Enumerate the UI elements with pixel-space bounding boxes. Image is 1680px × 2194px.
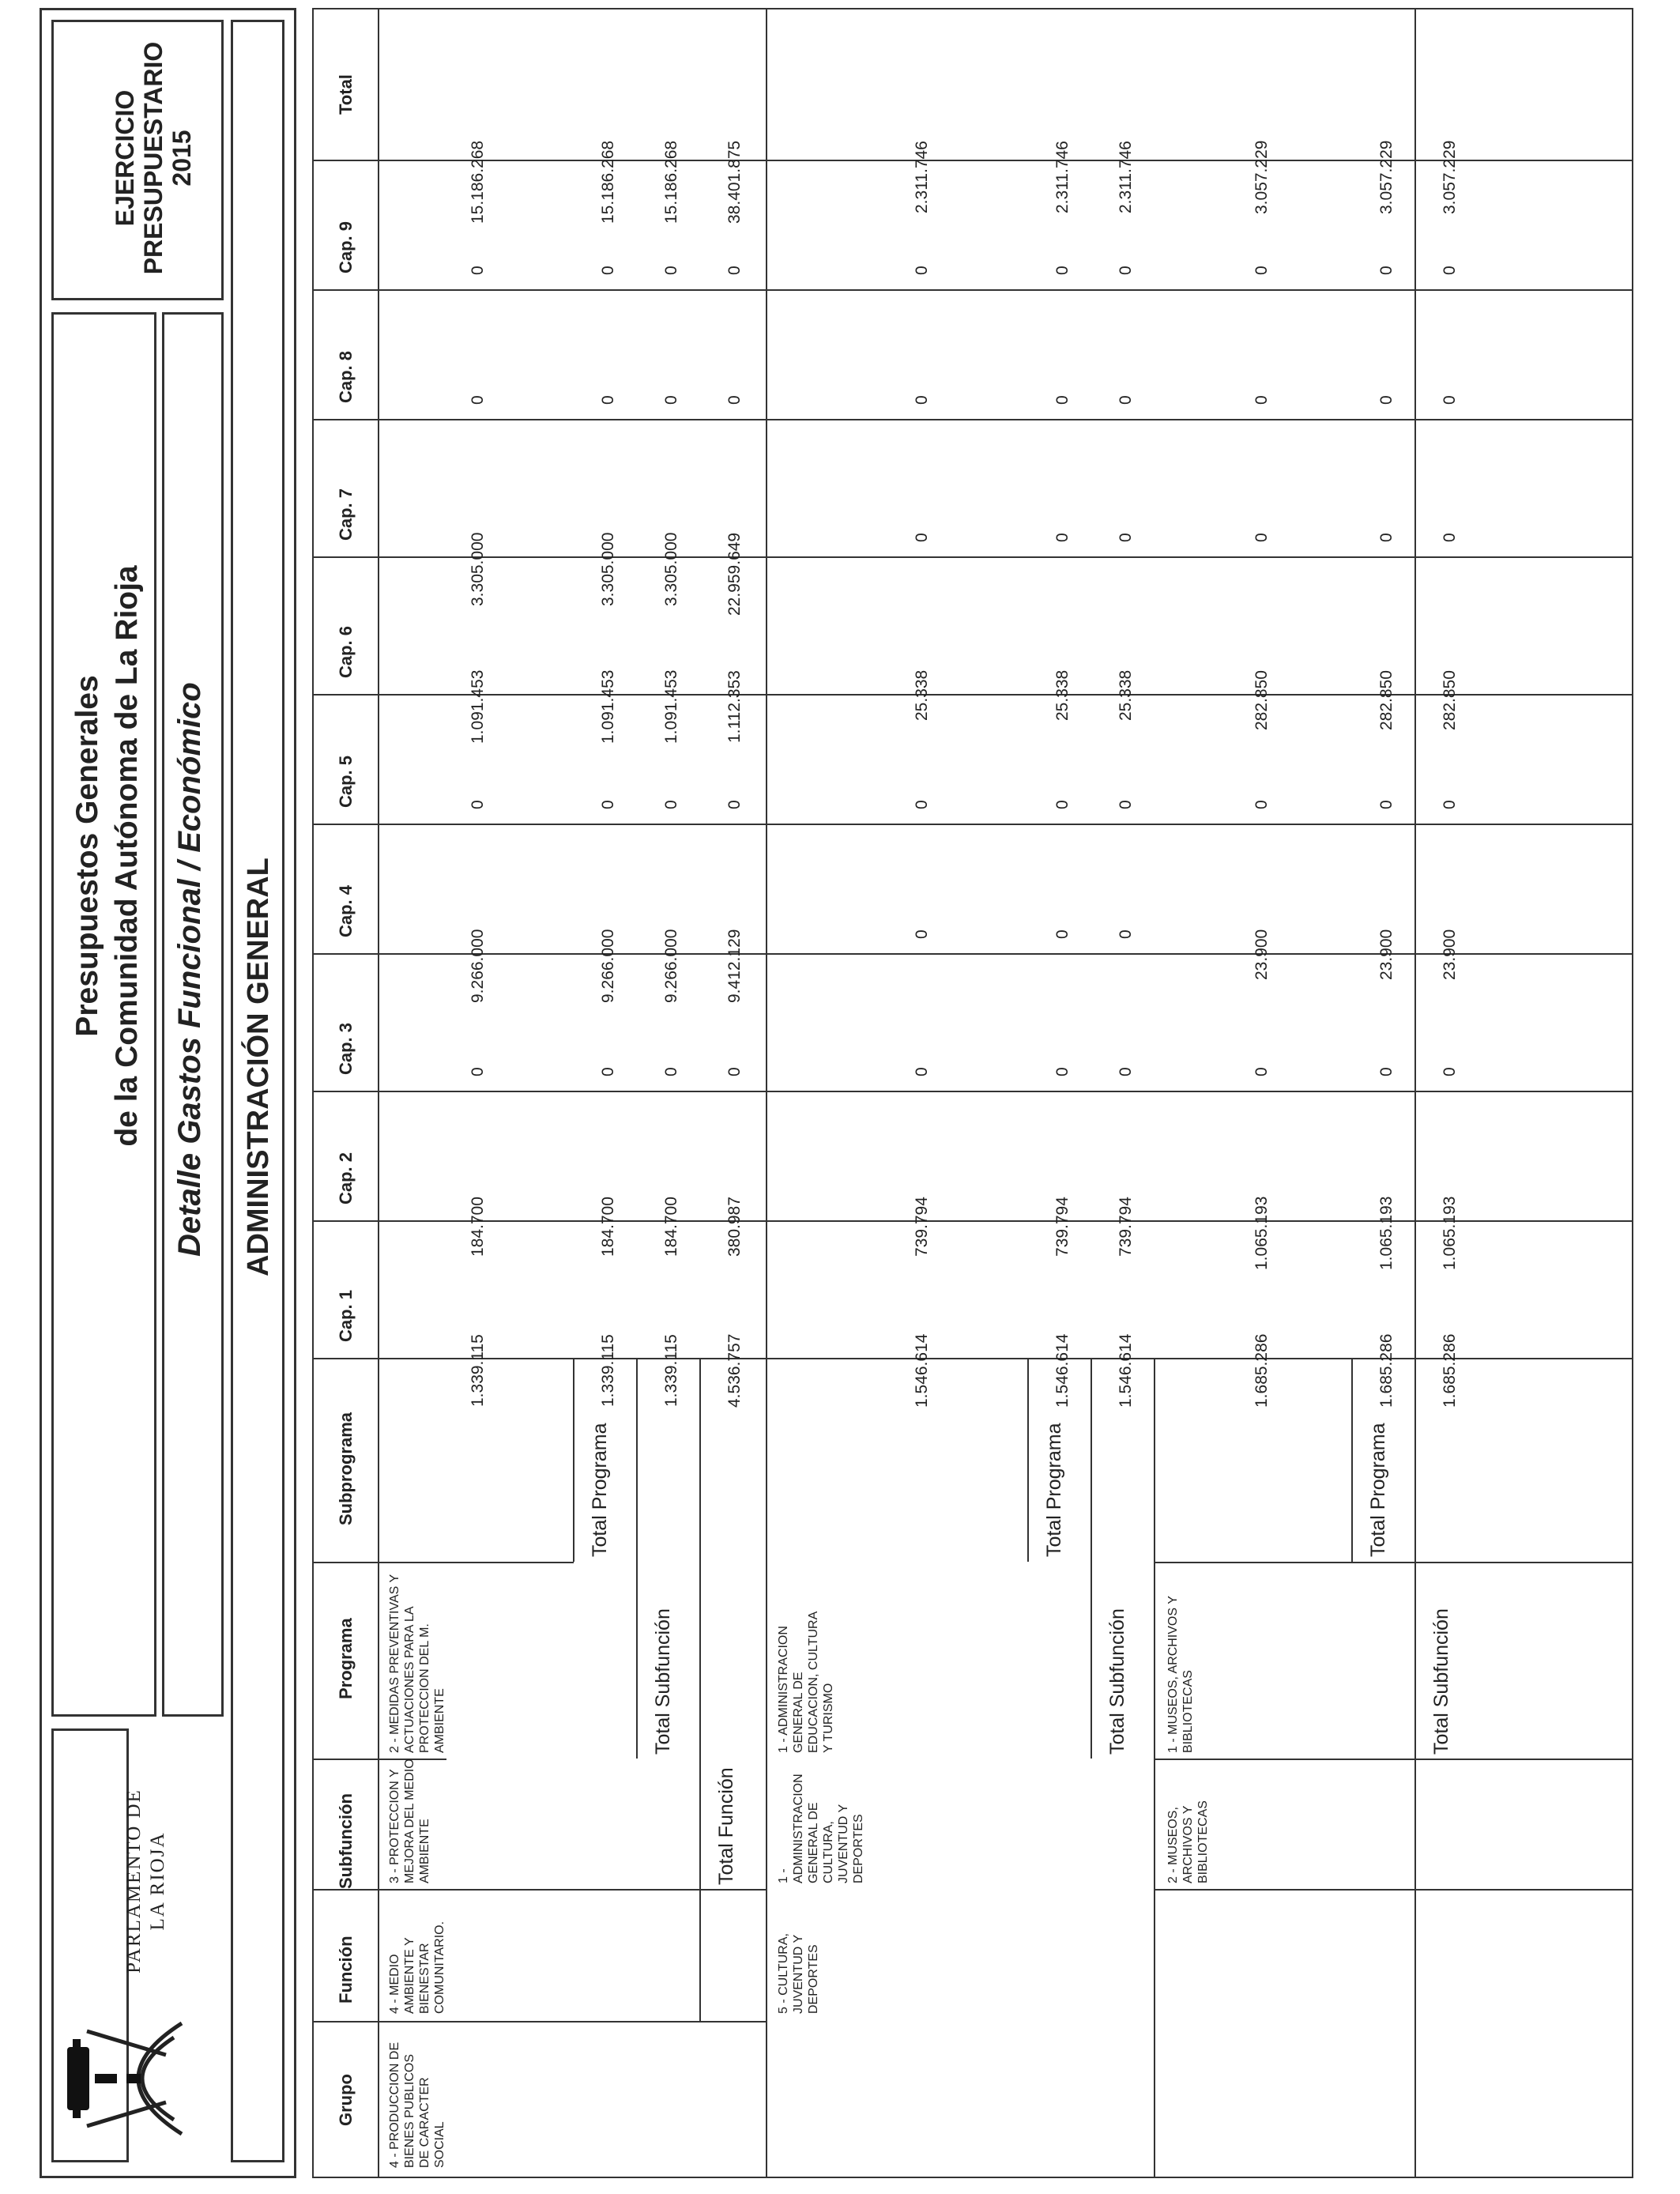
col-header-cap6: Cap. 6 xyxy=(336,625,356,678)
subfuncion-label: 3 - PROTECCION Y MEJORA DEL MEDIO AMBIENTE xyxy=(388,1759,431,1883)
ejercicio-line-2: PRESUPUESTARIO xyxy=(139,41,168,275)
table-cell: 0 xyxy=(913,533,931,542)
table-cell: 0 xyxy=(725,395,744,405)
table-cell: 0 xyxy=(662,800,680,809)
table-cell: 0 xyxy=(913,929,931,939)
table-cell: 0 xyxy=(1053,1067,1072,1076)
table-cell: 25.338 xyxy=(913,669,931,721)
table-cell: 0 xyxy=(1441,533,1459,542)
col-header-subfuncion: Subfunción xyxy=(336,1793,356,1889)
table-cell: 0 xyxy=(599,800,617,809)
table-cell: 15.186.268 xyxy=(469,140,487,224)
table-cell: 0 xyxy=(1117,929,1135,939)
table-cell: 0 xyxy=(1377,533,1396,542)
table-cell: 0 xyxy=(469,800,487,809)
col-header-cap4: Cap. 4 xyxy=(336,884,356,937)
table-cell: 23.900 xyxy=(1441,929,1459,980)
table-cell: 739.794 xyxy=(1053,1197,1072,1257)
table-cell: 1.339.115 xyxy=(469,1334,487,1407)
table-cell: 1.112.353 xyxy=(725,670,744,743)
table-cell: 4.536.757 xyxy=(725,1333,744,1408)
total-subfuncion-label-3: Total Subfunción xyxy=(1430,1608,1452,1755)
table-cell: 0 xyxy=(725,266,744,275)
table-cell: 0 xyxy=(1252,266,1271,275)
table-cell: 3.305.000 xyxy=(469,532,487,606)
table-cell: 0 xyxy=(913,266,931,275)
table-cell: 1.091.453 xyxy=(662,669,680,744)
subfuncion-label-1: 1 - ADMINISTRACION GENERAL DE CULTURA, JUVENTUD Y DEPORTES xyxy=(777,1774,865,1883)
table-cell: 1.065.193 xyxy=(1441,1196,1459,1270)
table-cell: 380.987 xyxy=(725,1197,744,1257)
programa-label: 2 - MEDIDAS PREVENTIVAS Y ACTUACIONES PARA LA PROTECCION DEL M. AMBIENTE xyxy=(388,1574,446,1753)
table-cell: 0 xyxy=(1441,1067,1459,1076)
table-cell: 184.700 xyxy=(662,1197,680,1257)
table-cell: 9.266.000 xyxy=(469,929,487,1003)
table-cell: 0 xyxy=(1377,800,1396,809)
table-cell: 0 xyxy=(469,266,487,275)
page-subtitle: Detalle Gastos Funcional / Económico xyxy=(172,682,207,1257)
table-cell: 0 xyxy=(1117,533,1135,542)
table-cell: 0 xyxy=(1441,800,1459,809)
table-cell: 9.412.129 xyxy=(725,929,744,1003)
table-cell: 1.546.614 xyxy=(913,1333,931,1408)
table-cell: 0 xyxy=(1377,266,1396,275)
table-cell: 0 xyxy=(725,800,744,809)
col-header-cap9: Cap. 9 xyxy=(336,221,356,273)
table-cell: 739.794 xyxy=(1117,1197,1135,1257)
table-cell: 3.305.000 xyxy=(599,532,617,606)
title-line-2: de la Comunidad Autónoma de La Rioja xyxy=(110,565,144,1147)
table-cell: 0 xyxy=(469,395,487,405)
table-cell: 0 xyxy=(913,1067,931,1076)
col-header-cap2: Cap. 2 xyxy=(336,1152,356,1204)
table-cell: 0 xyxy=(1252,395,1271,405)
section-title: ADMINISTRACIÓN GENERAL xyxy=(242,858,275,1276)
table-cell: 1.091.453 xyxy=(599,669,617,744)
table-cell: 0 xyxy=(1252,800,1271,809)
table-cell: 0 xyxy=(469,1067,487,1076)
funcion-label: 4 - MEDIO AMBIENTE Y BIENESTAR COMUNITARIO. xyxy=(388,1921,446,2014)
table-cell: 1.685.286 xyxy=(1441,1333,1459,1408)
table-cell: 1.065.193 xyxy=(1377,1196,1396,1270)
total-programa-label-3: Total Programa xyxy=(1367,1423,1389,1557)
table-cell: 0 xyxy=(1377,1067,1396,1076)
table-cell: 2.311.746 xyxy=(1053,141,1072,213)
table-cell: 0 xyxy=(913,395,931,405)
table-cell: 25.338 xyxy=(1117,669,1135,721)
col-header-cap1: Cap. 1 xyxy=(336,1289,356,1342)
page-title xyxy=(68,382,147,1330)
table-cell: 1.091.453 xyxy=(469,669,487,744)
col-header-programa: Programa xyxy=(336,1618,356,1699)
table-cell: 2.311.746 xyxy=(1117,141,1135,213)
table-cell: 0 xyxy=(913,800,931,809)
table-cell: 1.546.614 xyxy=(1117,1333,1135,1408)
funcion-label-5: 5 - CULTURA, JUVENTUD Y DEPORTES xyxy=(777,1933,820,2014)
table-cell: 1.339.115 xyxy=(599,1334,617,1407)
table-cell: 0 xyxy=(662,266,680,275)
table-cell: 1.065.193 xyxy=(1252,1196,1271,1270)
grupo-label: 4 - PRODUCCION DE BIENES PUBLICOS DE CARACTER SOCIAL xyxy=(388,2041,446,2168)
table-cell: 0 xyxy=(599,1067,617,1076)
table-cell: 0 xyxy=(1117,266,1135,275)
col-header-cap7: Cap. 7 xyxy=(336,488,356,541)
table-cell: 3.057.229 xyxy=(1377,140,1396,214)
table-cell: 184.700 xyxy=(599,1197,617,1257)
total-subfuncion-label-2: Total Subfunción xyxy=(1106,1608,1128,1755)
table-cell: 0 xyxy=(1053,266,1072,275)
table-cell: 15.186.268 xyxy=(662,140,680,224)
table-cell: 0 xyxy=(1117,800,1135,809)
table-cell: 1.546.614 xyxy=(1053,1333,1072,1408)
parliament-crest-icon xyxy=(63,2000,190,2158)
col-header-funcion: Función xyxy=(336,1936,356,2004)
col-header-cap3: Cap. 3 xyxy=(336,1022,356,1075)
table-cell: 3.057.229 xyxy=(1252,140,1271,214)
col-header-cap5: Cap. 5 xyxy=(336,755,356,808)
table-cell: 15.186.268 xyxy=(599,140,617,224)
table-cell: 0 xyxy=(1053,395,1072,405)
table-cell: 0 xyxy=(1441,395,1459,405)
col-header-total: Total xyxy=(336,74,356,115)
title-line-1: Presupuestos Generales xyxy=(70,675,104,1037)
programa-label-1: 1 - ADMINISTRACION GENERAL DE EDUCACION, CULTURA Y TURISMO xyxy=(777,1612,835,1753)
table-cell: 0 xyxy=(662,395,680,405)
table-cell: 1.339.115 xyxy=(662,1334,680,1407)
ejercicio-label xyxy=(111,40,196,277)
table-cell: 0 xyxy=(1053,800,1072,809)
table-cell: 0 xyxy=(1117,395,1135,405)
table-cell: 0 xyxy=(1377,395,1396,405)
table-cell: 0 xyxy=(1252,1067,1271,1076)
ejercicio-line-1: EJERCICIO xyxy=(111,89,139,227)
parliament-name: PARLAMENTO DE LA RIOJA xyxy=(123,1789,168,1973)
table-cell: 0 xyxy=(1441,266,1459,275)
table-cell: 0 xyxy=(1053,929,1072,939)
table-cell: 38.401.875 xyxy=(725,140,744,224)
table-cell: 282.850 xyxy=(1441,670,1459,730)
table-cell: 0 xyxy=(1117,1067,1135,1076)
table-cell: 0 xyxy=(662,1067,680,1076)
table-cell: 23.900 xyxy=(1252,929,1271,980)
table-cell: 184.700 xyxy=(469,1197,487,1257)
table-cell: 0 xyxy=(1053,533,1072,542)
total-programa-label-2: Total Programa xyxy=(1043,1423,1065,1557)
col-header-grupo: Grupo xyxy=(336,2074,356,2126)
col-header-cap8: Cap. 8 xyxy=(336,350,356,403)
total-subfuncion-label: Total Subfunción xyxy=(652,1608,674,1755)
table-cell: 0 xyxy=(599,266,617,275)
total-funcion-label: Total Función xyxy=(715,1767,737,1885)
table-cell: 0 xyxy=(599,395,617,405)
table-cell: 3.305.000 xyxy=(662,532,680,606)
table-cell: 1.685.286 xyxy=(1377,1333,1396,1408)
table-cell: 23.900 xyxy=(1377,929,1396,980)
table-cell: 0 xyxy=(725,1067,744,1076)
table-cell: 282.850 xyxy=(1377,670,1396,730)
table-cell: 25.338 xyxy=(1053,669,1072,721)
subfuncion-label-2: 2 - MUSEOS, ARCHIVOS Y BIBLIOTECAS xyxy=(1166,1800,1210,1883)
table-cell: 282.850 xyxy=(1252,670,1271,730)
col-header-subprograma: Subprograma xyxy=(336,1412,356,1525)
table-cell: 1.685.286 xyxy=(1252,1333,1271,1408)
table-cell: 2.311.746 xyxy=(913,141,931,213)
ejercicio-year: 2015 xyxy=(168,130,196,187)
table-cell: 22.959.649 xyxy=(725,532,744,616)
table-cell: 3.057.229 xyxy=(1441,140,1459,214)
table-cell: 0 xyxy=(1252,533,1271,542)
programa-label-1b: 1 - MUSEOS, ARCHIVOS Y BIBLIOTECAS xyxy=(1166,1596,1195,1753)
table-cell: 739.794 xyxy=(913,1197,931,1257)
total-programa-label: Total Programa xyxy=(589,1423,611,1557)
table-cell: 9.266.000 xyxy=(662,929,680,1003)
table-cell: 9.266.000 xyxy=(599,929,617,1003)
